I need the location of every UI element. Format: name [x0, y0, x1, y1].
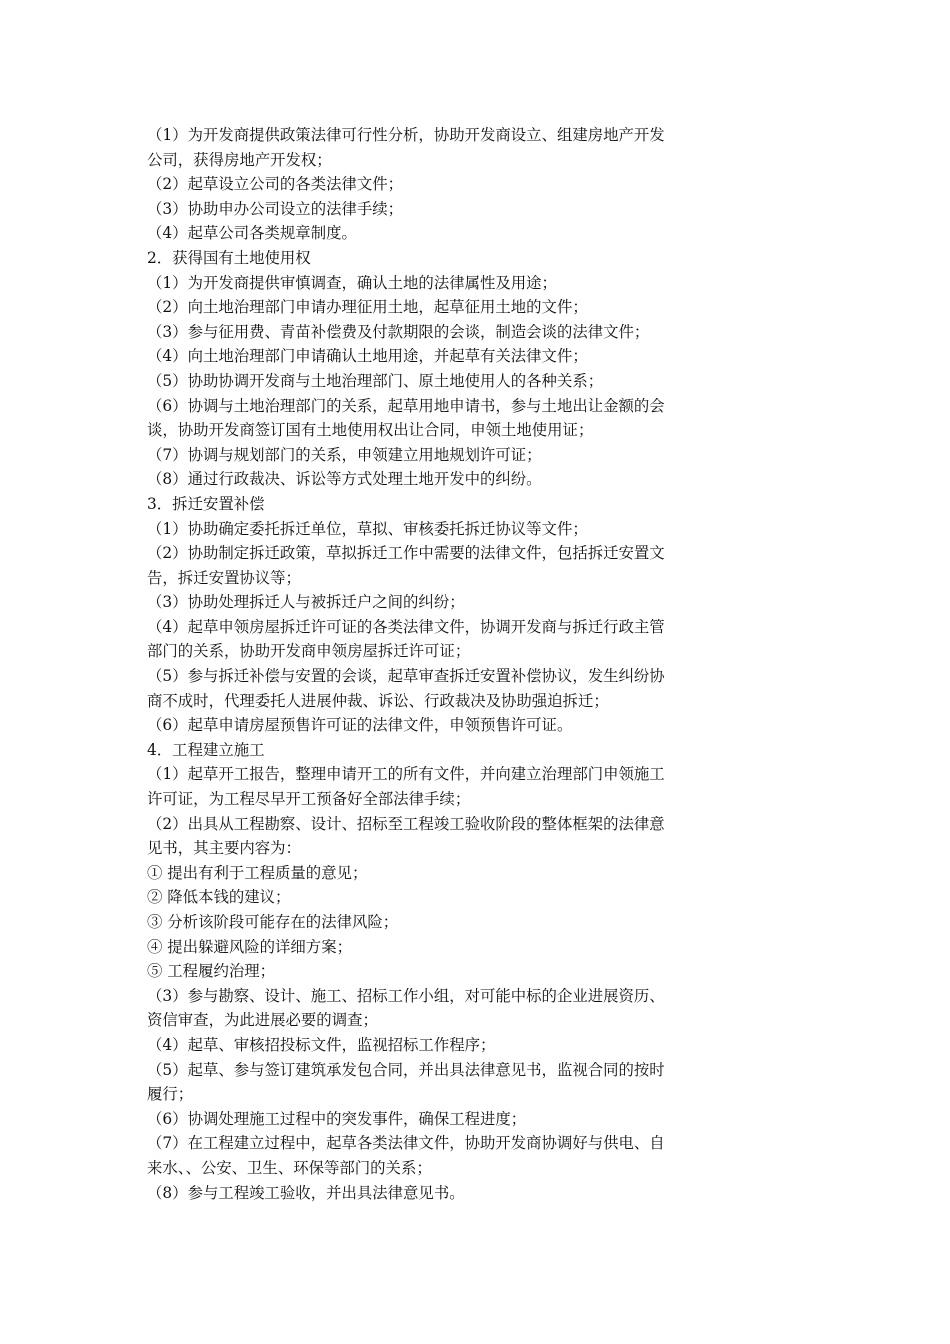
text-line: （3）参与勘察、设计、施工、招标工作小组，对可能中标的企业进展资历、 — [147, 986, 665, 1005]
section-heading: 3．拆迁安置补偿 — [147, 494, 265, 513]
text-line: 许可证，为工程尽早开工预备好全部法律手续； — [147, 790, 471, 809]
text-line: （5）起草、参与签订建筑承发包合同，并出具法律意见书，监视合同的按时 — [147, 1060, 665, 1079]
text-line: （8）通过行政裁决、诉讼等方式处理土地开发中的纠纷。 — [147, 470, 542, 489]
text-line: 见书，其主要内容为： — [147, 839, 301, 858]
text-line: （2）向土地治理部门申请办理征用土地，起草征用土地的文件； — [147, 298, 588, 317]
text-line: 告，拆迁安置协议等； — [147, 568, 301, 587]
text-line: （6）起草申请房屋预售许可证的法律文件，申领预售许可证。 — [147, 716, 573, 735]
sub-item: ⑤ 工程履约治理； — [147, 962, 276, 981]
text-line: 资信审查，为此进展必要的调查； — [147, 1011, 378, 1030]
text-line: （3）协助申办公司设立的法律手续； — [147, 199, 404, 218]
sub-item: ② 降低本钱的建议； — [147, 888, 291, 907]
text-line: （7）在工程建立过程中，起草各类法律文件，协助开发商协调好与供电、自 — [147, 1134, 665, 1153]
text-line: （1）为开发商提供审慎调查，确认土地的法律属性及用途； — [147, 273, 557, 292]
text-line: （1）为开发商提供政策法律可行性分析，协助开发商设立、组建房地产开发 — [147, 126, 665, 144]
text-line: （4）起草申领房屋拆迁许可证的各类法律文件，协调开发商与拆迁行政主管 — [147, 617, 665, 636]
text-line: （3）参与征用费、青苗补偿费及付款期限的会谈，制造会谈的法律文件； — [147, 322, 650, 341]
text-line: （6）协调处理施工过程中的突发事件，确保工程进度； — [147, 1109, 527, 1128]
text-line: 公司，获得房地产开发权； — [147, 150, 332, 169]
text-line: （2）出具从工程勘察、设计、招标至工程竣工验收阶段的整体框架的法律意 — [147, 814, 665, 833]
text-line: （6）协调与土地治理部门的关系，起草用地申请书，参与土地出让金额的会 — [147, 396, 665, 415]
text-line: （3）协助处理拆迁人与被拆迁户之间的纠纷； — [147, 593, 465, 612]
text-line: （1）起草开工报告，整理申请开工的所有文件，并向建立治理部门申领施工 — [147, 765, 665, 784]
text-line: 商不成时，代理委托人进展仲裁、诉讼、行政裁决及协助强迫拆迁； — [147, 691, 609, 710]
text-line: （7）协调与规划部门的关系，申领建立用地规划许可证； — [147, 445, 542, 464]
section-heading: 2．获得国有土地使用权 — [147, 248, 311, 267]
text-line: （1）协助确定委托拆迁单位，草拟、审核委托拆迁协议等文件； — [147, 519, 588, 538]
text-line: （2）协助制定拆迁政策，草拟拆迁工作中需要的法律文件，包括拆迁安置文 — [147, 544, 665, 563]
text-line: （2）起草设立公司的各类法律文件； — [147, 175, 404, 194]
section-heading: 4．工程建立施工 — [147, 740, 265, 759]
text-line: （4）起草公司各类规章制度。 — [147, 224, 357, 243]
text-line: （4）向土地治理部门申请确认土地用途，并起草有关法律文件； — [147, 347, 588, 366]
sub-item: ① 提出有利于工程质量的意见； — [147, 863, 368, 882]
document-body — [147, 123, 797, 1205]
text-line: 部门的关系，协助开发商申领房屋拆迁许可证； — [147, 642, 471, 661]
sub-item: ④ 提出躲避风险的详细方案； — [147, 937, 352, 956]
text-line: （4）起草、审核招投标文件，监视招标工作程序； — [147, 1035, 496, 1054]
text-line: 履行； — [147, 1085, 194, 1104]
text-line: （5）参与拆迁补偿与安置的会谈，起草审查拆迁安置补偿协议，发生纠纷协 — [147, 667, 665, 686]
text-line: 来水、、公安、卫生、环保等部门的关系； — [147, 1158, 432, 1177]
text-line: 谈，协助开发商签订国有土地使用权出让合同，申领土地使用证； — [147, 421, 594, 440]
text-line: （5）协助协调开发商与土地治理部门、原土地使用人的各种关系； — [147, 371, 604, 390]
text-line: （8）参与工程竣工验收，并出具法律意见书。 — [147, 1183, 465, 1202]
sub-item: ③ 分析该阶段可能存在的法律风险； — [147, 913, 399, 931]
